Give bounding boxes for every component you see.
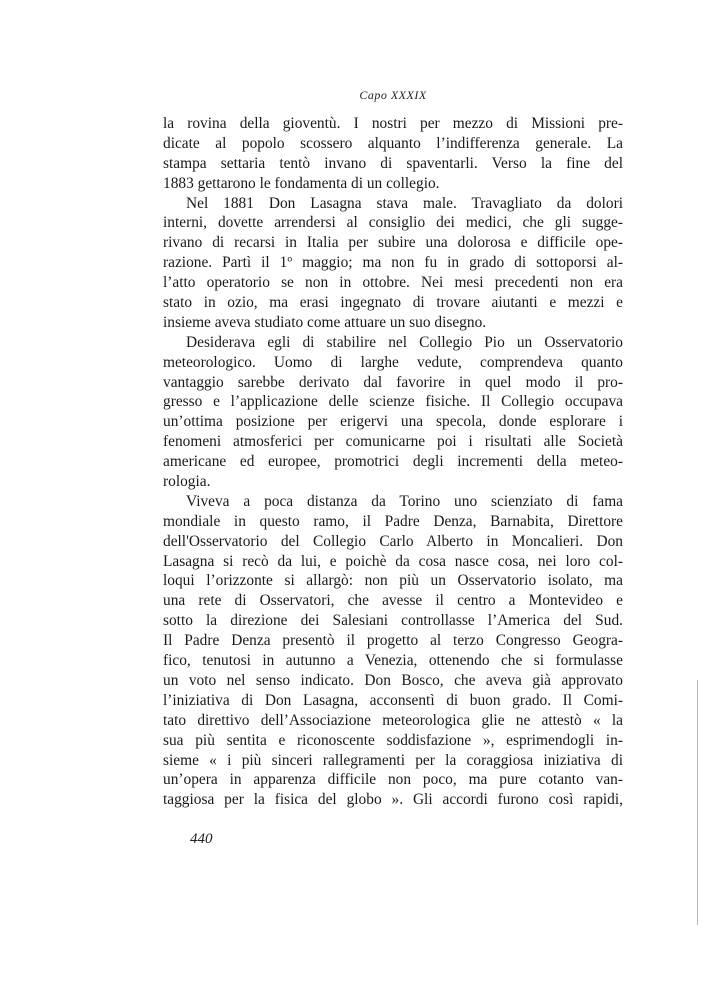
running-header: Capo XXXIX xyxy=(359,88,427,102)
text-line: taggiosa per la fisica del globo ». Gli accordi furono così rapidi, xyxy=(163,791,623,809)
text-line: vantaggio sarebbe derivato dal favorire in quel modo il pro- xyxy=(163,373,623,391)
text-line: dell'Osservatorio del Collegio Carlo Alberto in Moncalieri. Don xyxy=(163,532,623,550)
text-line: sua più sentita e riconoscente soddisfazione », esprimendogli in- xyxy=(163,731,623,749)
text-line: rologia. xyxy=(163,473,211,491)
text-line: insieme aveva studiato come attuare un suo disegno. xyxy=(163,313,487,331)
paragraph-2 xyxy=(163,194,623,333)
text-line: loqui l’orizzonte si allargò: non più un Osservatorio isolato, ma xyxy=(163,572,623,590)
page-number: 440 xyxy=(190,831,213,847)
text-line: mondiale in questo ramo, il Padre Denza, Barnabita, Direttore xyxy=(163,512,623,530)
text-line: Il Padre Denza presentò il progetto al terzo Congresso Geogra- xyxy=(163,632,623,650)
text-line: fico, tenutosi in autunno a Venezia, ottenendo che si formulasse xyxy=(163,652,623,670)
text-line: l’atto operatorio se non in ottobre. Nei mesi precedenti non era xyxy=(163,274,623,292)
text-line: gresso e l’applicazione delle scienze fisiche. Il Collegio occupava xyxy=(163,393,623,411)
text-line: tato direttivo dell’Associazione meteorologica glie ne attestò « la xyxy=(163,711,623,729)
text-line: Desiderava egli di stabilire nel Collegio Pio un Osservatorio xyxy=(186,333,623,351)
text-line: sotto la direzione dei Salesiani controllasse l’America del Sud. xyxy=(163,612,623,630)
text-line: 1883 gettarono le fondamenta di un collegio. xyxy=(163,174,440,192)
text-line: americane ed europee, promotrici degli incrementi della meteo- xyxy=(163,453,623,471)
text-line: meteorologico. Uomo di larghe vedute, comprendeva quanto xyxy=(163,353,623,371)
text-line: Viveva a poca distanza da Torino uno scienziato di fama xyxy=(186,492,623,510)
text-line: rivano di recarsi in Italia per subire una dolorosa e difficile ope- xyxy=(163,234,623,252)
paragraph-1 xyxy=(163,114,623,194)
text-line: sieme « i più sinceri rallegramenti per la coraggiosa iniziativa di xyxy=(163,751,623,769)
text-line: fenomeni atmosferici per comunicarne poi i risultati alle Società xyxy=(163,433,623,451)
text-line: Lasagna si recò da lui, e poichè da cosa nasce cosa, nei loro col- xyxy=(163,552,623,570)
text-line: stampa settaria tentò invano di spaventarli. Verso la fine del xyxy=(163,154,623,172)
text-line: l’iniziativa di Don Lasagna, acconsentì di buon grado. Il Comi- xyxy=(163,691,623,709)
text-line: stato in ozio, ma erasi ingegnato di trovare aiutanti e mezzi e xyxy=(163,294,623,312)
text-line: dicate al popolo scossero alquanto l’indifferenza generale. La xyxy=(163,134,623,152)
text-line: una rete di Osservatori, che avesse il centro a Montevideo e xyxy=(163,592,623,610)
paragraph-4 xyxy=(163,492,623,810)
text-line: un voto nel senso indicato. Don Bosco, che aveva già approvato xyxy=(163,671,623,689)
text-line: razione. Partì il 1º maggio; ma non fu in grado di sottoporsi al- xyxy=(163,254,623,272)
text-line: Nel 1881 Don Lasagna stava male. Travagliato da dolori xyxy=(186,194,623,212)
scan-edge-line xyxy=(697,680,698,925)
paragraph-3 xyxy=(163,333,623,492)
body-text xyxy=(163,114,623,810)
text-line: la rovina della gioventù. I nostri per mezzo di Missioni pre- xyxy=(163,115,623,132)
text-line: un’opera in apparenza difficile non poco, ma pure cotanto van- xyxy=(163,771,623,789)
text-line: un’ottima posizione per erigervi una specola, donde esplorare i xyxy=(163,413,623,431)
text-line: interni, dovette arrendersi al consiglio dei medici, che gli sugge- xyxy=(163,214,623,232)
